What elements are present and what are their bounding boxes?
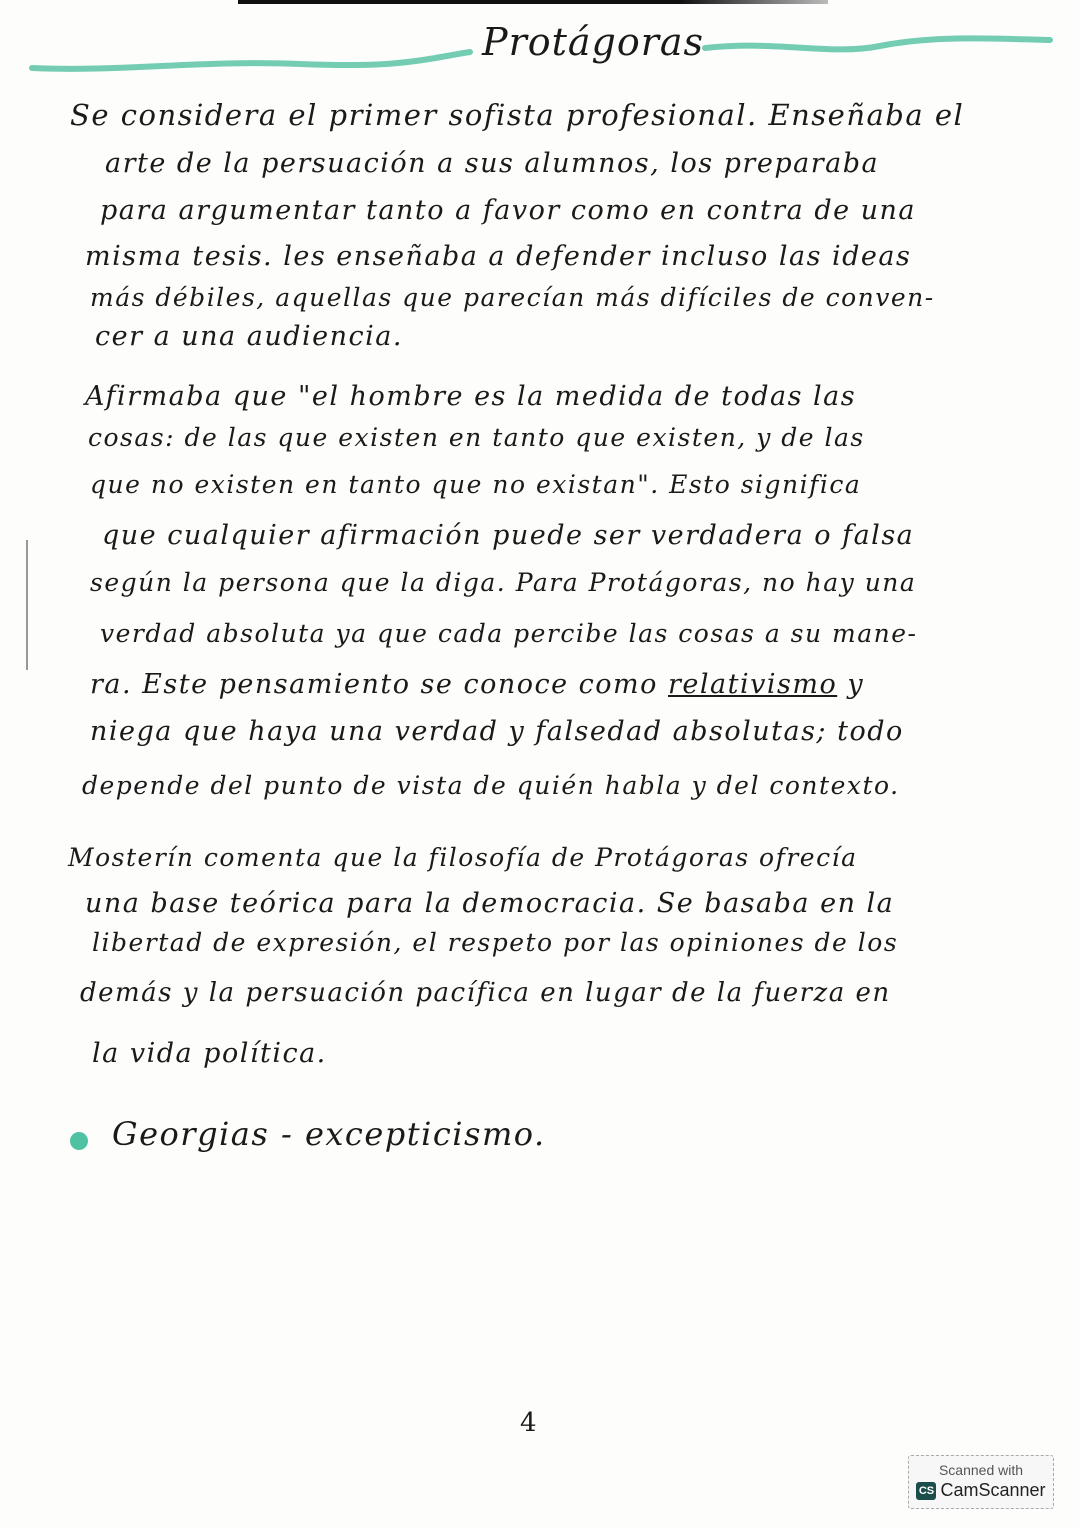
text-line: Mosterín comenta que la filosofía de Protágoras ofrecía <box>68 843 858 872</box>
camscanner-logo-icon: CS <box>916 1482 936 1500</box>
text-line: depende del punto de vista de quién habla y del contexto. <box>82 771 900 800</box>
text-line: Se considera el primer sofista profesional. Enseñaba el <box>70 98 965 132</box>
text-line: verdad absoluta ya que cada percibe las cosas a su mane- <box>100 619 918 648</box>
page-number: 4 <box>520 1408 537 1438</box>
scan-edge <box>238 0 828 4</box>
page-title: Protágoras <box>482 20 705 64</box>
text-line: arte de la persuación a sus alumnos, los preparaba <box>105 148 880 179</box>
text-line: demás y la persuación pacífica en lugar de la fuerza en <box>80 978 891 1008</box>
text-line: cosas: de las que existen en tanto que existen, y de las <box>88 423 865 452</box>
text-line: una base teórica para la democracia. Se basaba en la <box>85 888 895 919</box>
underlined-term: relativismo <box>668 669 838 700</box>
text-line: para argumentar tanto a favor como en contra de una <box>100 195 917 226</box>
text-line: que cualquier afirmación puede ser verdadera o falsa <box>102 520 915 551</box>
text-line <box>90 669 864 700</box>
badge-brand: CamScanner <box>940 1480 1046 1500</box>
margin-mark <box>26 540 28 670</box>
text-fragment: y <box>847 669 865 700</box>
text-line: cer a una audiencia. <box>95 321 403 352</box>
camscanner-badge <box>908 1455 1054 1509</box>
text-line: Afirmaba que "el hombre es la medida de todas las <box>85 381 857 412</box>
badge-caption: Scanned with <box>938 1462 1024 1478</box>
text-fragment: ra. Este pensamiento se conoce como <box>90 669 658 700</box>
bullet-item: Georgias - excepticismo. <box>112 1115 546 1153</box>
text-line: la vida política. <box>92 1038 327 1069</box>
text-line: según la persona que la diga. Para Protágoras, no hay una <box>90 568 917 597</box>
text-line: más débiles, aquellas que parecían más difíciles de conven- <box>90 283 935 312</box>
text-line: libertad de expresión, el respeto por las opiniones de los <box>92 928 899 957</box>
text-line: que no existen en tanto que no existan". Esto significa <box>90 470 862 499</box>
text-line: misma tesis. les enseñaba a defender incluso las ideas <box>85 241 912 272</box>
bullet-dot-icon <box>70 1132 88 1150</box>
text-line: niega que haya una verdad y falsedad absolutas; todo <box>90 716 904 747</box>
